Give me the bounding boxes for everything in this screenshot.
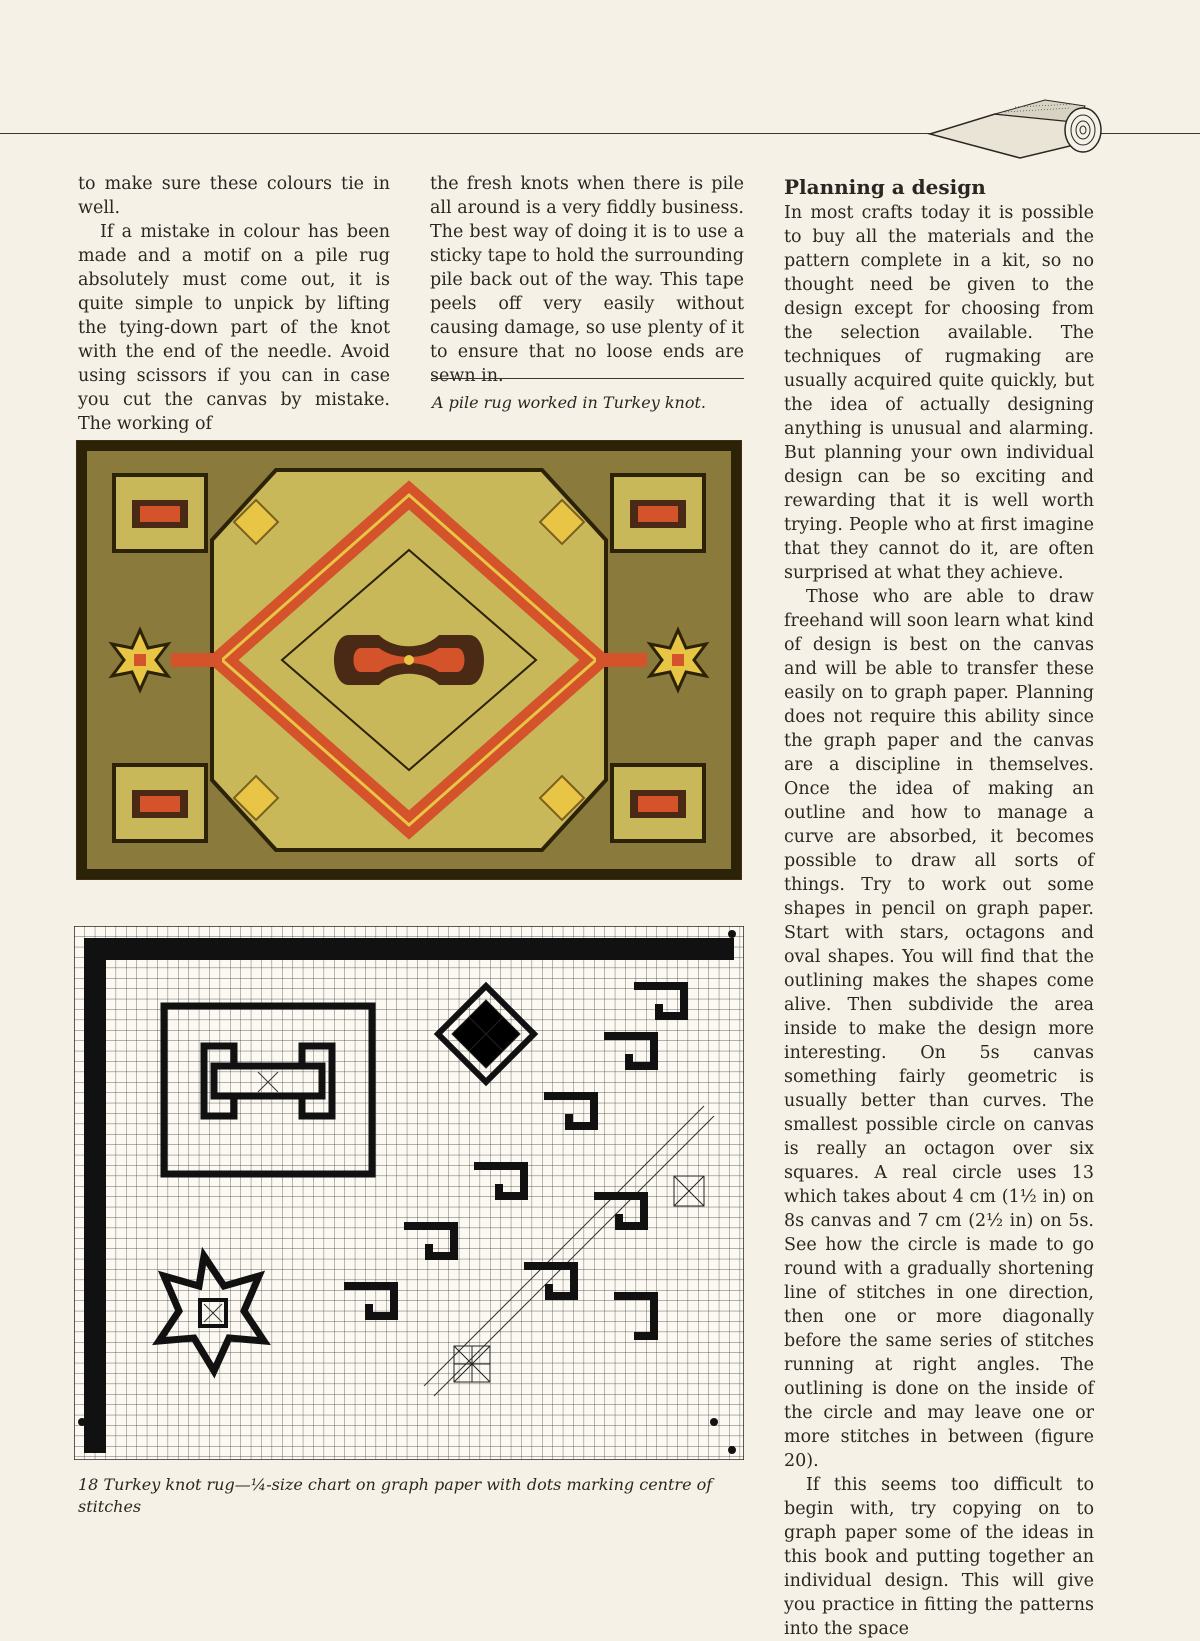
rug-photo [76, 440, 742, 880]
paragraph: If a mistake in colour has been made and a motif on a pile rug absolutely must come out, it is quite simple to unpick by lifting the tying-down part of the knot with the end of the needle. Avoid using scissors if you can in case you cut the canvas by mistake. The working of [78, 222, 390, 434]
caption-divider [432, 378, 744, 379]
text-column-1 [78, 172, 390, 436]
paragraph: If this seems too difficult to begin with, try copying on to graph paper some of the ideas in this book and putting together an individual design. This will give you practice in fitting the patterns into the space [784, 1475, 1094, 1639]
paragraph: to make sure these colours tie in well. [78, 174, 390, 218]
paragraph: the fresh knots when there is pile all around is a very fiddly business. The best way of doing it is to use a sticky tape to hold the surrounding pile back out of the way. This tape peels off very easily without causing damage, so use plenty of it to ensure that no loose ends are sewn in. [430, 174, 744, 386]
rolled-rug-icon [925, 92, 1115, 162]
section-heading: Planning a design [784, 175, 986, 199]
graph-paper-chart [74, 926, 744, 1460]
chart-caption: 18 Turkey knot rug—¼-size chart on graph paper with dots marking centre of stitches [78, 1475, 713, 1516]
text-column-2 [430, 172, 744, 388]
paragraph: Those who are able to draw freehand will soon learn what kind of design is best on the canvas and will be able to transfer these easily on to graph paper. Planning does not require this ability since the graph paper and the canvas are a discipline in themselves. Once the idea of making an outline and how to manage a curve are absorbed, it becomes possible to draw all sorts of things. Try to work out some shapes in pencil on graph paper. Start with stars, octagons and oval shapes. You will find that the outlining makes the shapes come alive. Then subdivide the area inside to make the design more interesting. On 5s canvas something fairly geometric is usually better than curves. The smallest possible circle on canvas is really an octagon over six squares. A real circle uses 13 which takes about 4 cm (1½ in) on 8s canvas and 7 cm (2½ in) on 5s. See how the circle is made to go round with a gradually shortening line of stitches in one direction, then one or more diagonally before the same series of stitches running at right angles. The outlining is done on the inside of the circle and may leave one or more stitches in between (figure 20). [784, 587, 1094, 1471]
paragraph: In most crafts today it is possible to buy all the materials and the pattern complete in a kit, so no thought need be given to the design except for choosing from the selection available. The techniques of rugmaking are usually acquired quite quickly, but the idea of actually designing anything is unusual and alarming. But planning your own individual design can be so exciting and rewarding that it is well worth trying. People who at first imagine that they cannot do it, are often surprised at what they achieve. [784, 203, 1094, 583]
text-column-3 [784, 174, 1094, 1641]
photo-caption: A pile rug worked in Turkey knot. [432, 393, 706, 412]
